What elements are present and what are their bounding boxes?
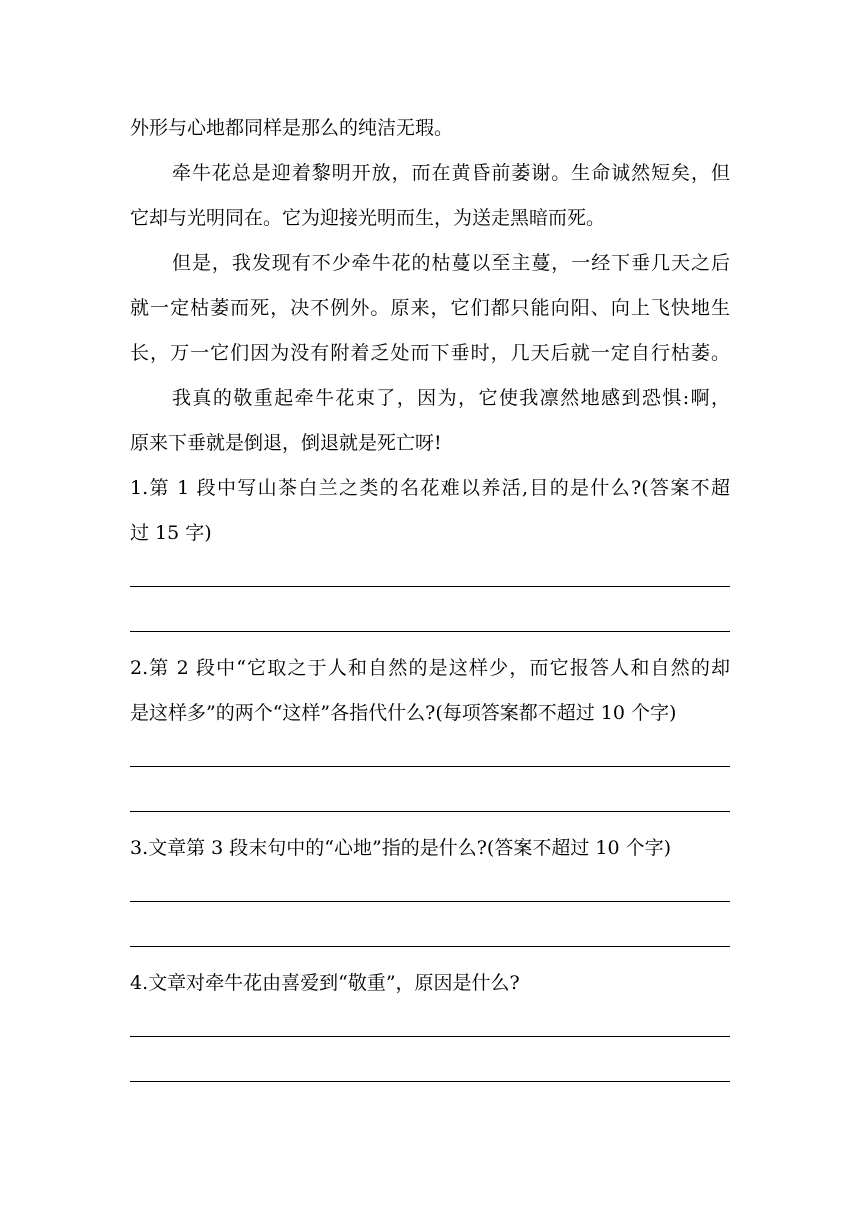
passage-line: 牵牛花总是迎着黎明开放，而在黄昏前萎谢。生命诚然短矣，但 (172, 162, 730, 184)
passage-line: 原来下垂就是倒退，倒退就是死亡呀! (130, 432, 442, 454)
answer-line-q1[interactable] (130, 631, 730, 632)
passage-line: 就一定枯萎而死，决不例外。原来，它们都只能向阳、向上飞快地生 (130, 297, 730, 319)
answer-line-q3[interactable] (130, 901, 730, 902)
passage-line: 长，万一它们因为没有附着乏处而下垂时，几天后就一定自行枯萎。 (130, 342, 730, 364)
question-2-text: 2.第 2 段中“它取之于人和自然的是这样少，而它报答人和自然的却 (130, 657, 730, 679)
answer-line-q3[interactable] (130, 946, 730, 947)
passage-line: 外形与心地都同样是那么的纯洁无瑕。 (130, 117, 454, 139)
question-1-text: 1.第 1 段中写山茶白兰之类的名花难以养活,目的是什么?(答案不超 (130, 477, 730, 499)
question-2-text: 是这样多”的两个“这样”各指代什么?(每项答案都不超过 10 个字) (130, 702, 677, 724)
passage-line: 它却与光明同在。它为迎接光明而生，为送走黑暗而死。 (130, 207, 606, 229)
answer-line-q2[interactable] (130, 811, 730, 812)
question-3-text: 3.文章第 3 段末句中的“心地”指的是什么?(答案不超过 10 个字) (130, 837, 671, 859)
answer-line-q1[interactable] (130, 586, 730, 587)
passage-line: 但是，我发现有不少牵牛花的枯蔓以至主蔓，一经下垂几天之后 (172, 252, 730, 274)
question-1-text: 过 15 字) (130, 522, 212, 544)
passage-line: 我真的敬重起牵牛花束了，因为，它使我凛然地感到恐惧:啊， (172, 387, 730, 409)
question-4-text: 4.文章对牵牛花由喜爱到“敬重”，原因是什么? (130, 972, 520, 994)
answer-line-q4[interactable] (130, 1036, 730, 1037)
answer-line-q4[interactable] (130, 1081, 730, 1082)
answer-line-q2[interactable] (130, 766, 730, 767)
